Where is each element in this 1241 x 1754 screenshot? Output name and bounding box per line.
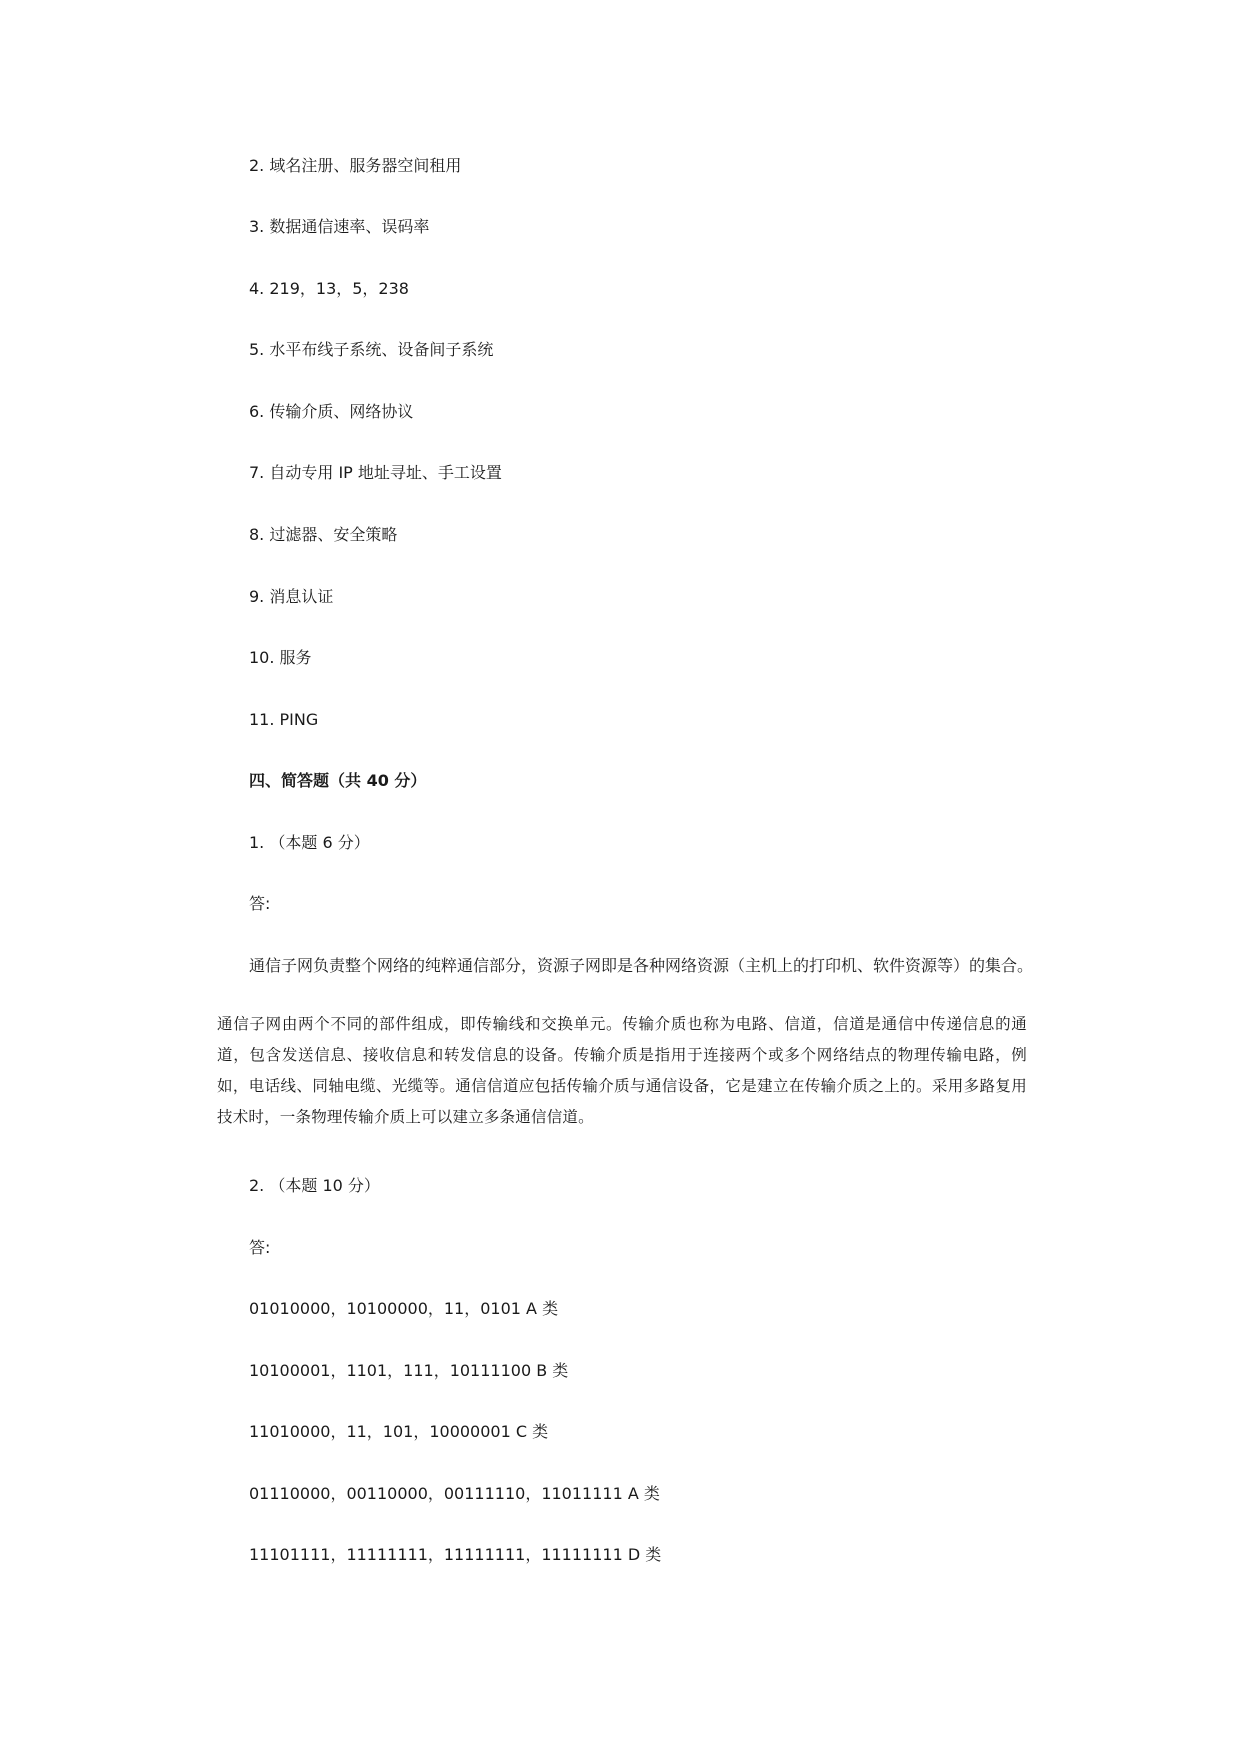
question-label: 2. （本题 10 分）	[249, 1176, 380, 1195]
answer-item: 4. 219，13，5，238	[249, 279, 409, 298]
ip-address-row: 11101111，11111111，11111111，11111111 D 类	[249, 1545, 662, 1564]
answer-item: 9. 消息认证	[249, 587, 334, 606]
answer-paragraph: 通信子网负责整个网络的纯粹通信部分，资源子网即是各种网络资源（主机上的打印机、软件资源等）的集合。	[249, 956, 1034, 975]
answer-item: 3. 数据通信速率、误码率	[249, 217, 430, 236]
answer-item: 5. 水平布线子系统、设备间子系统	[249, 340, 494, 359]
ip-address-row: 11010000，11，101，10000001 C 类	[249, 1422, 549, 1441]
question-label: 1. （本题 6 分）	[249, 833, 370, 852]
answer-item: 6. 传输介质、网络协议	[249, 402, 414, 421]
answer-label: 答:	[249, 894, 271, 913]
answer-item: 7. 自动专用 IP 地址寻址、手工设置	[249, 463, 502, 482]
answer-item: 10. 服务	[249, 648, 312, 667]
answer-label: 答:	[249, 1238, 271, 1257]
ip-address-row: 01110000，00110000，00111110，11011111 A 类	[249, 1484, 660, 1503]
answer-paragraph: 通信子网由两个不同的部件组成，即传输线和交换单元。传输介质也称为电路、信道，信道是通信中传递信息的通道，包含发送信息、接收信息和转发信息的设备。传输介质是指用于连接两个或多个网络结点的物理传输电路，例如，电话线、同轴电缆、光缆等。通信信道应包括传输介质与通信设备，它是建立在传输介质之上的。采用多路复用技术时，一条物理传输介质上可以建立多条通信信道。	[217, 1015, 1027, 1126]
ip-address-row: 10100001，1101，111，10111100 B 类	[249, 1361, 569, 1380]
answer-item: 11. PING	[249, 710, 319, 729]
answer-item: 2. 域名注册、服务器空间租用	[249, 156, 462, 175]
answer-item: 8. 过滤器、安全策略	[249, 525, 398, 544]
section-heading: 四、简答题（共 40 分）	[249, 771, 427, 790]
ip-address-row: 01010000，10100000，11，0101 A 类	[249, 1299, 559, 1318]
